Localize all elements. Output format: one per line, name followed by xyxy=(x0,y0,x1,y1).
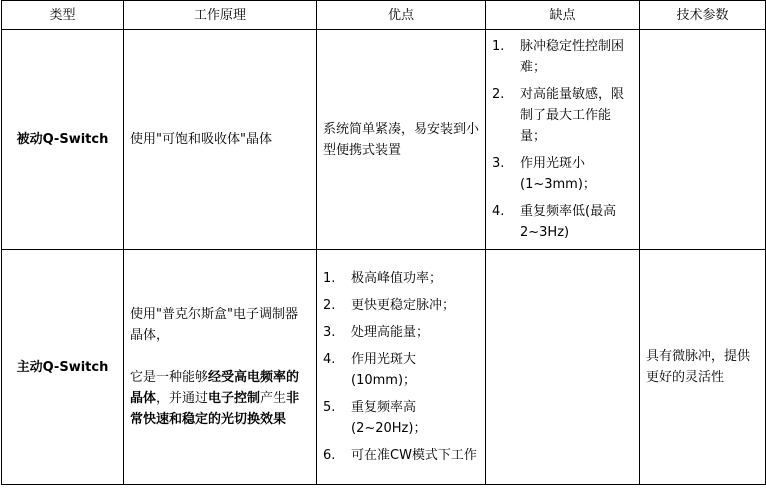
principle-paragraph: 使用"普克尔斯盒"电子调制器晶体， xyxy=(130,307,298,343)
header-principle: 工作原理 xyxy=(124,1,317,30)
list-item xyxy=(492,84,633,147)
list-number: 3. xyxy=(323,325,336,340)
principle-cell xyxy=(124,250,317,485)
principle-paragraph xyxy=(130,367,310,430)
list-text: 重复频率高(2~20Hz)； xyxy=(351,400,427,436)
comparison-table xyxy=(1,0,766,485)
list-item xyxy=(323,295,479,316)
list-text: 更快更稳定脉冲； xyxy=(351,298,456,313)
list-item xyxy=(323,322,479,343)
type-cell: 主动Q-Switch xyxy=(2,250,124,485)
list-text: 作用光斑大(10mm)； xyxy=(351,352,417,388)
list-text: 重复频率低(最高2~3Hz) xyxy=(520,204,617,240)
principle-bold-text: 非常快速和稳定的光切换效果 xyxy=(130,391,300,427)
header-type: 类型 xyxy=(2,1,124,30)
list-item xyxy=(323,268,479,289)
list-number: 4. xyxy=(492,204,505,219)
list-number: 4. xyxy=(323,352,336,367)
list-number: 2. xyxy=(492,87,505,102)
list-item xyxy=(323,445,479,466)
header-row xyxy=(2,1,766,30)
principle-text: ，并通过 xyxy=(156,391,209,406)
list-number: 1. xyxy=(323,271,336,286)
header-params: 技术参数 xyxy=(640,1,766,30)
list-number: 1. xyxy=(492,39,505,54)
list-number: 5. xyxy=(323,400,336,415)
type-cell: 被动Q-Switch xyxy=(2,30,124,250)
principle-text: 产生 xyxy=(260,391,287,406)
header-pros: 优点 xyxy=(317,1,486,30)
table-row xyxy=(2,30,766,250)
cons-list xyxy=(492,36,633,243)
cons-cell xyxy=(486,30,640,250)
list-number: 3. xyxy=(492,156,505,171)
list-text: 极高峰值功率； xyxy=(351,271,443,286)
list-text: 处理高能量； xyxy=(351,325,430,340)
list-text: 对高能量敏感，限制了最大工作能量； xyxy=(520,87,625,144)
pros-list xyxy=(323,268,479,466)
list-item xyxy=(323,349,479,391)
params-cell xyxy=(640,30,766,250)
list-item xyxy=(492,153,633,195)
pros-cell: 系统简单紧凑，易安装到小型便携式装置 xyxy=(317,30,486,250)
pros-cell xyxy=(317,250,486,485)
principle-cell: 使用"可饱和吸收体"晶体 xyxy=(124,30,317,250)
list-text: 作用光斑小(1~3mm)； xyxy=(520,156,596,192)
list-number: 6. xyxy=(323,448,336,463)
principle-text: 它是一种能够 xyxy=(130,370,209,385)
list-item xyxy=(492,36,633,78)
cons-cell xyxy=(486,250,640,485)
list-number: 2. xyxy=(323,298,336,313)
list-text: 脉冲稳定性控制困难； xyxy=(520,39,625,75)
list-item xyxy=(492,201,633,243)
list-item xyxy=(323,397,479,439)
params-cell: 具有微脉冲，提供更好的灵活性 xyxy=(640,250,766,485)
principle-bold-text: 经受高电频率的晶体 xyxy=(130,370,300,406)
list-text: 可在准CW模式下工作 xyxy=(351,448,477,463)
header-cons: 缺点 xyxy=(486,1,640,30)
principle-bold-text: 电子控制 xyxy=(208,391,261,406)
table-row xyxy=(2,250,766,485)
